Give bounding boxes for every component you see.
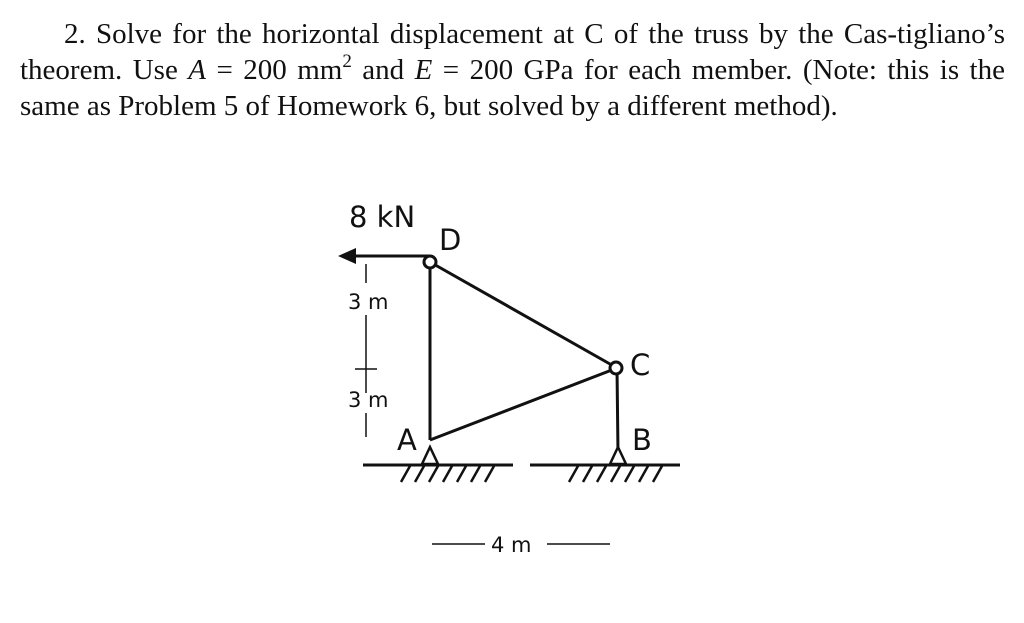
dimension-lower-label: 3 m <box>348 388 389 412</box>
area-variable: A <box>188 54 206 86</box>
joint-C <box>610 362 622 374</box>
dimension-horizontal-label: 4 m <box>491 533 532 557</box>
joint-D <box>424 256 436 268</box>
member-AC <box>430 368 617 440</box>
modulus-value: = 200 GPa for each member. (Note: this is the same as Problem 5 of Homework 6, but solved by a different method). <box>20 54 1005 122</box>
node-label-B: B <box>632 423 652 457</box>
modulus-variable: E <box>414 54 433 86</box>
member-DC <box>430 262 617 368</box>
node-label-D: D <box>439 223 462 257</box>
load-label: 8 kN <box>349 200 416 234</box>
node-label-A: A <box>397 423 417 457</box>
pin-support-A <box>363 447 513 482</box>
area-exponent: 2 <box>342 51 352 72</box>
member-CB <box>617 368 618 453</box>
area-value: = 200 mm <box>206 54 343 86</box>
dimension-upper-label: 3 m <box>348 290 389 314</box>
problem-text-part-2: and <box>351 54 415 86</box>
problem-number: 2. <box>64 18 86 50</box>
load-arrow <box>338 248 430 264</box>
problem-text-part-1: Solve for the horizontal displacement at C of the truss by the Cas-tigliano’s theorem. Use <box>20 18 1006 86</box>
pin-support-B <box>530 447 680 482</box>
node-label-C: C <box>630 348 651 382</box>
truss-members <box>430 262 618 453</box>
